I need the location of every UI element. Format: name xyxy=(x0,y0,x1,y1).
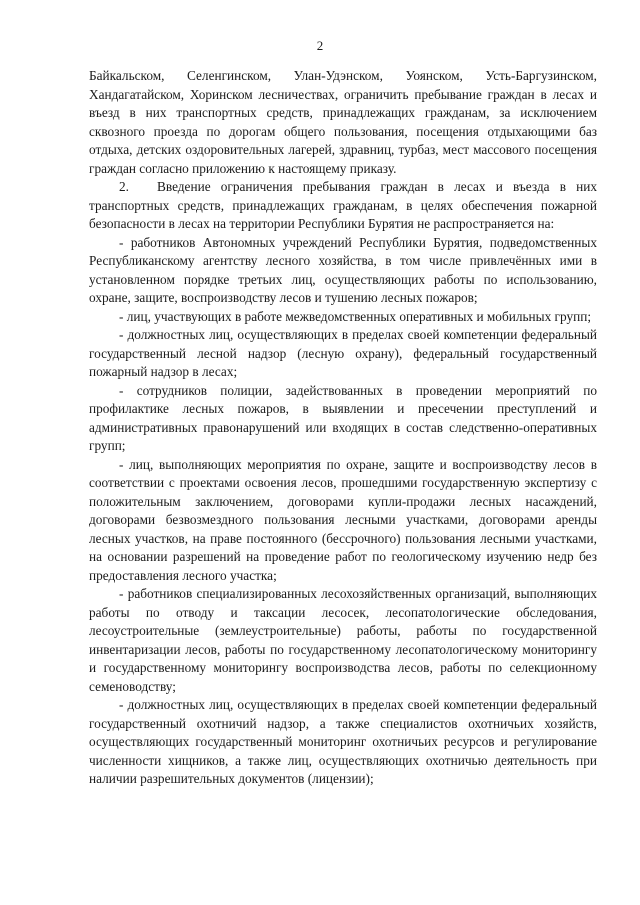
paragraph-item-2 xyxy=(89,178,597,234)
list-item: - работников специализированных лесохозяйственных организаций, выполняющих работы по отводу и таксации лесосек, лесопатологические обследования, лесоустроительные (землеустроительные) работы, работы по государственной инвентаризации лесов, работы по государственному лесопатологическому мониторингу и государственному мониторингу воспроизводства лесов, работы по селекционному семеноводству; xyxy=(89,586,597,694)
paragraph-continuation: Байкальском, Селенгинском, Улан-Удэнском, Уоянском, Усть-Баргузинском, Хандагатайском, Хоринском лесничествах, ограничить пребывание граждан в лесах и въезд в них транспортных средств, принадлежащих гражданам, за исключением сквозного проезда по дорогам общего пользования, посещения отдыхающими баз отдыха, детских оздоровительных лагерей, здравниц, турбаз, мест массового посещения граждан согласно приложению к настоящему приказу. xyxy=(89,68,597,176)
item-number: 2. xyxy=(119,179,129,194)
list-item: - лиц, выполняющих мероприятия по охране, защите и воспроизводству лесов в соответствии с проектами освоения лесов, прошедшими государственную экспертизу с положительным заключением, договорами купли-продажи лесных насаждений, договорами безвозмездного пользования лесными участками, договорами аренды лесных участков, на праве постоянного (бессрочного) пользования лесными участками, на основании разрешений на проведение работ по геологическому изучению недр без предоставления лесного участка; xyxy=(89,456,597,583)
item-text: Введение ограничения пребывания граждан в лесах и въезда в них транспортных средств, принадлежащих гражданам, в целях обеспечения пожарной безопасности в лесах на территории Республики Бурятия не распространяется на: xyxy=(89,179,597,231)
page-number: 2 xyxy=(316,38,324,53)
list-item: - должностных лиц, осуществляющих в пределах своей компетенции федеральный государственный лесной надзор (лесную охрану), федеральный государственный пожарный надзор в лесах; xyxy=(89,327,597,379)
list-item: - лиц, участвующих в работе межведомственных оперативных и мобильных групп; xyxy=(119,308,592,324)
list-item: - сотрудников полиции, задействованных в проведении мероприятий по профилактике лесных пожаров, в выявлении и пресечении преступлений и административных правонарушений или входящих в состав следственно-оперативных групп; xyxy=(89,382,597,453)
list-item: - работников Автономных учреждений Республики Бурятия, подведомственных Республиканскому агентству лесного хозяйства, в том числе привлечённых ими в установленном порядке третьих лиц, осуществляющих работы по использованию, охране, защите, воспроизводству лесов и тушению лесных пожаров; xyxy=(89,234,597,305)
document-body xyxy=(89,67,597,789)
list-item: - должностных лиц, осуществляющих в пределах своей компетенции федеральный государственный охотничий надзор, а также специалистов охотничьих хозяйств, осуществляющих государственный мониторинг охотничьих ресурсов и регулирование численности хищников, а также лиц, осуществляющих охотничью деятельность при наличии разрешительных документов (лицензии); xyxy=(89,697,597,786)
